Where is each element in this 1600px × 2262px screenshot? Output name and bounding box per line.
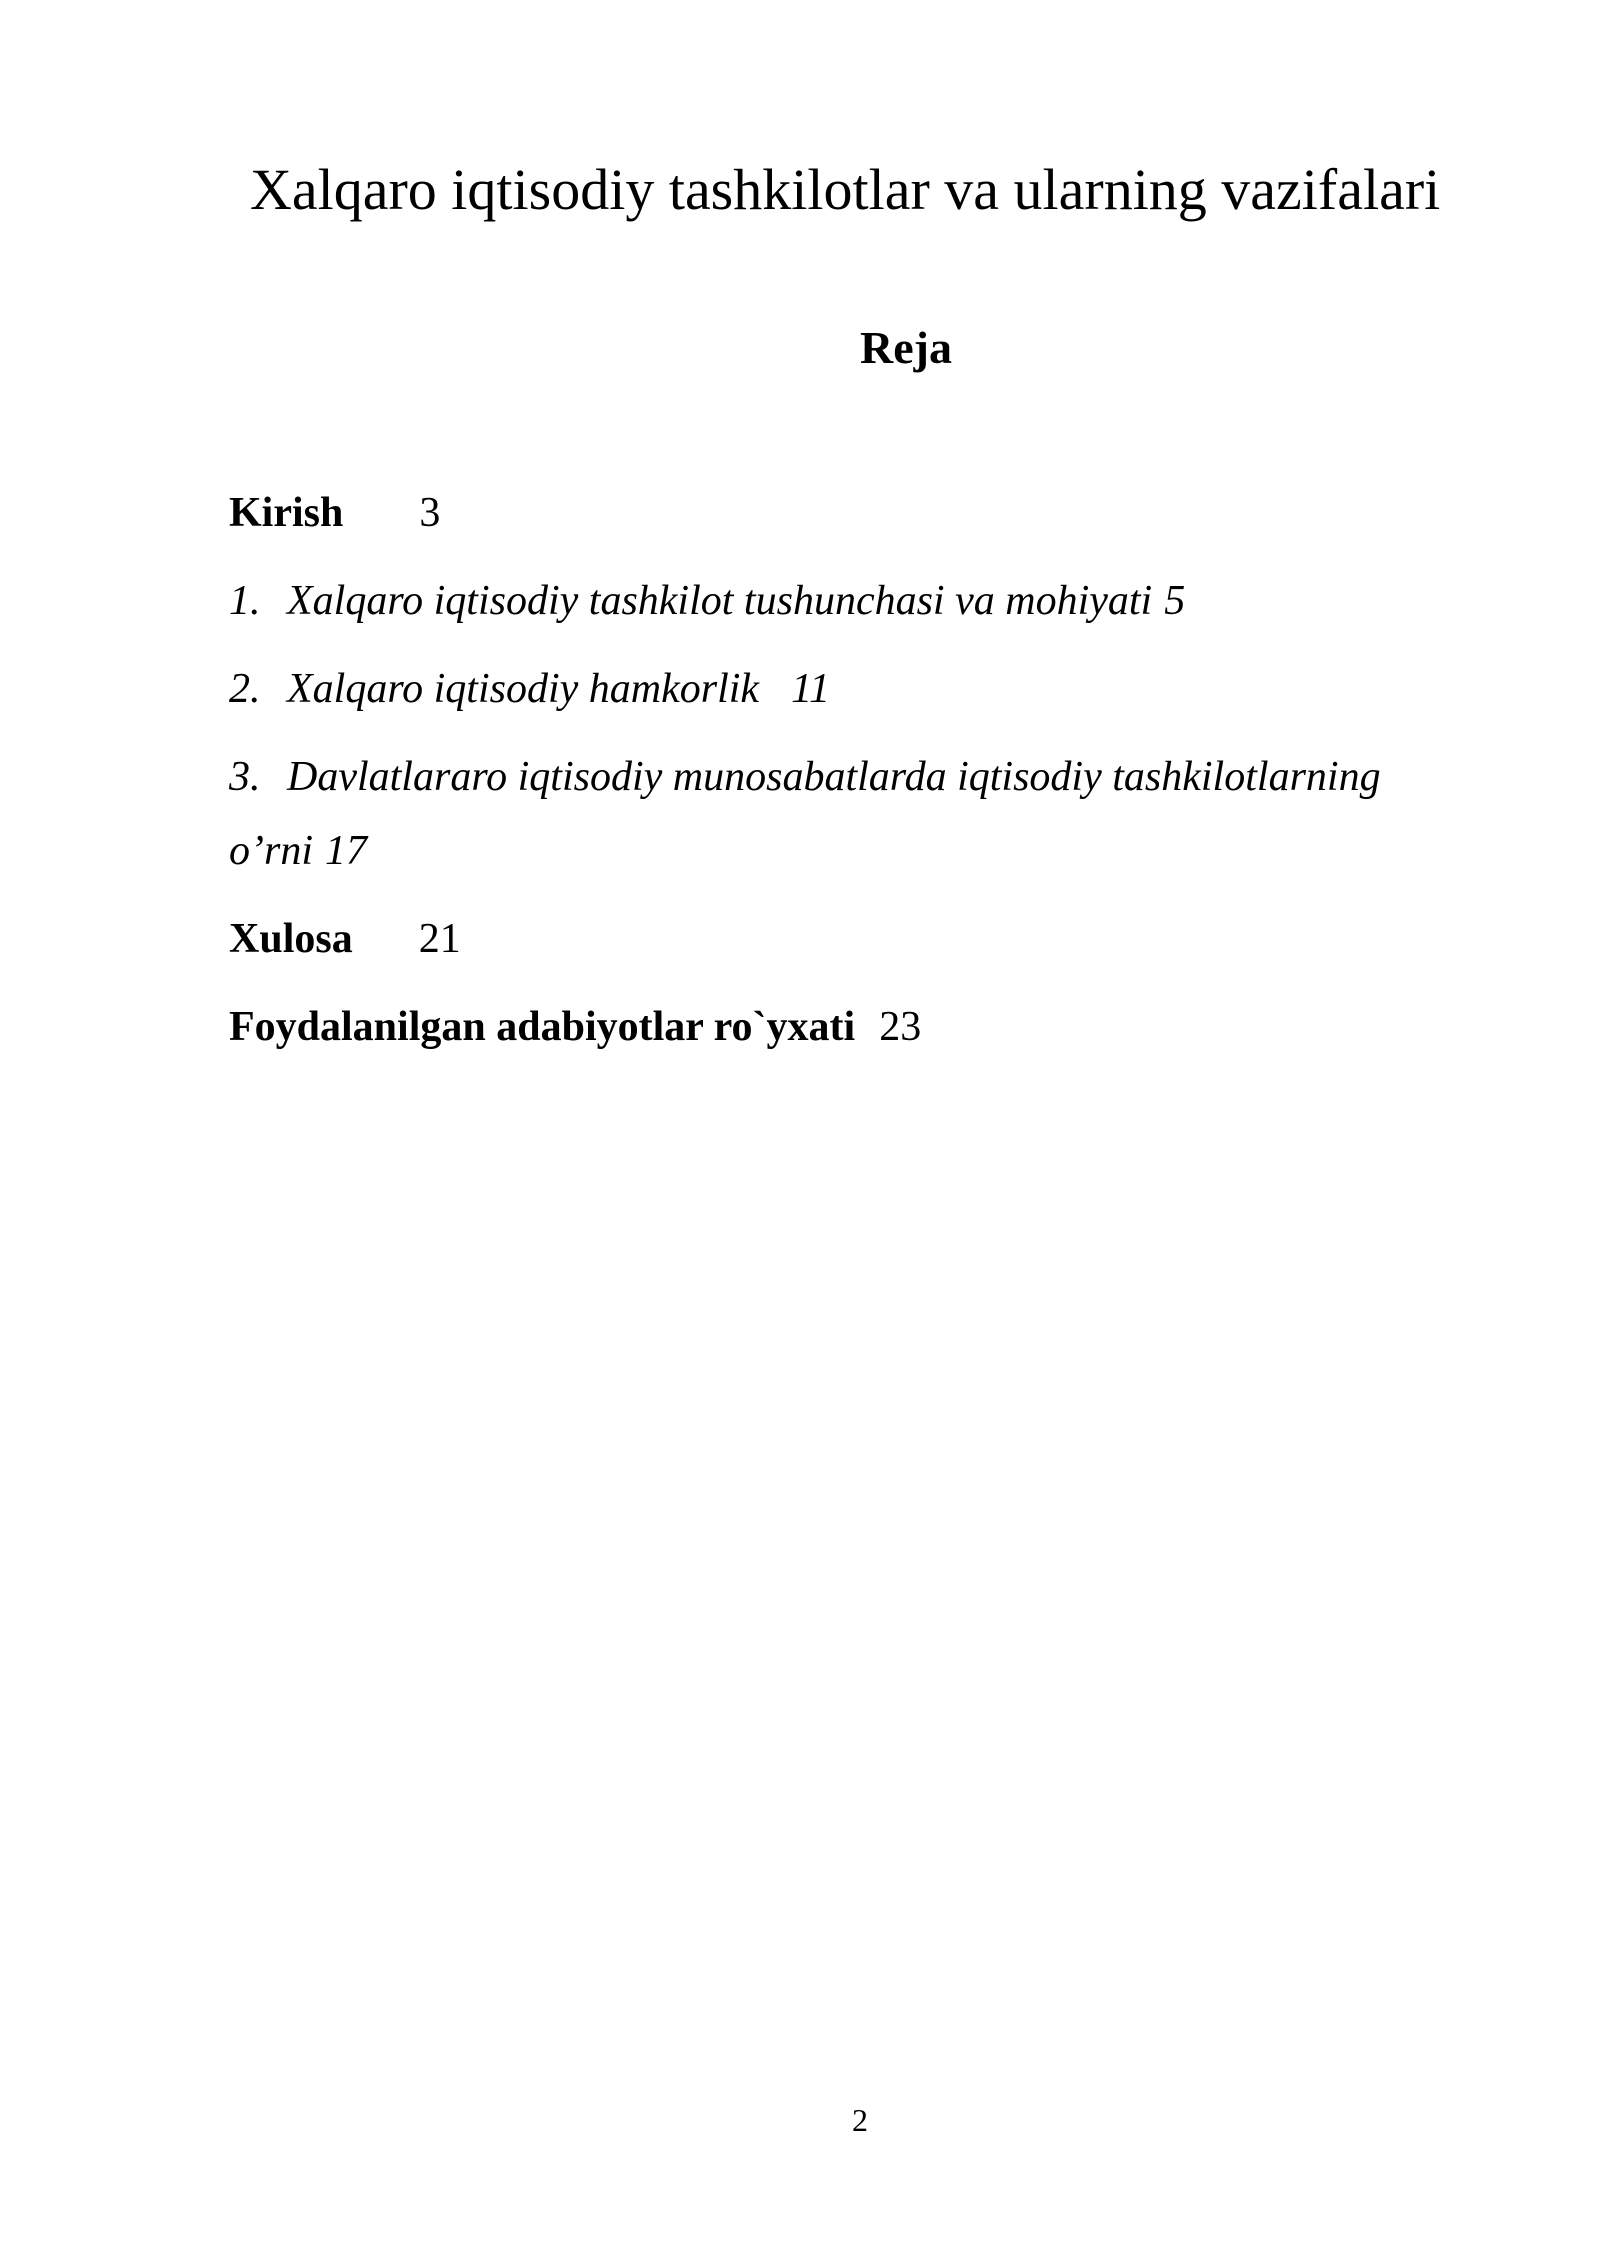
toc-entry-label-continued: o’rni (229, 828, 313, 874)
toc-entry-page: 21 (418, 916, 461, 962)
plan-heading: Reja (860, 322, 952, 373)
toc-entry-page: 11 (791, 666, 830, 712)
toc-entry-section-2 (229, 661, 830, 717)
toc-entry-label: Davlatlararo iqtisodiy munosabatlarda iqtisodiy tashkilotlarning (287, 754, 1381, 800)
page-number: 2 (852, 2102, 868, 2138)
toc-entry-section-3-continued (229, 823, 367, 879)
toc-entry-page: 5 (1164, 578, 1186, 624)
toc-entry-references (229, 999, 921, 1055)
toc-entry-number: 1. (229, 578, 261, 624)
toc-entry-number: 3. (229, 754, 261, 800)
toc-entry-conclusion (229, 911, 461, 967)
toc-entry-section-3 (229, 749, 1381, 805)
toc-entry-label: Kirish (229, 490, 344, 536)
toc-entry-page: 23 (879, 1004, 922, 1050)
toc-entry-label: Foydalanilgan adabiyotlar ro`yxati (229, 1004, 856, 1050)
toc-entry-page: 3 (419, 490, 441, 536)
toc-entry-number: 2. (229, 666, 261, 712)
toc-entry-section-1 (229, 573, 1185, 629)
toc-entry-label: Xalqaro iqtisodiy tashkilot tushunchasi va mohiyati (287, 578, 1153, 624)
toc-entry-label: Xulosa (229, 916, 353, 962)
toc-entry-label: Xalqaro iqtisodiy hamkorlik (287, 666, 760, 712)
toc-entry-intro (229, 485, 440, 541)
document-title: Xalqaro iqtisodiy tashkilotlar va ularning vazifalari (250, 157, 1441, 222)
toc-entry-page: 17 (325, 828, 367, 874)
